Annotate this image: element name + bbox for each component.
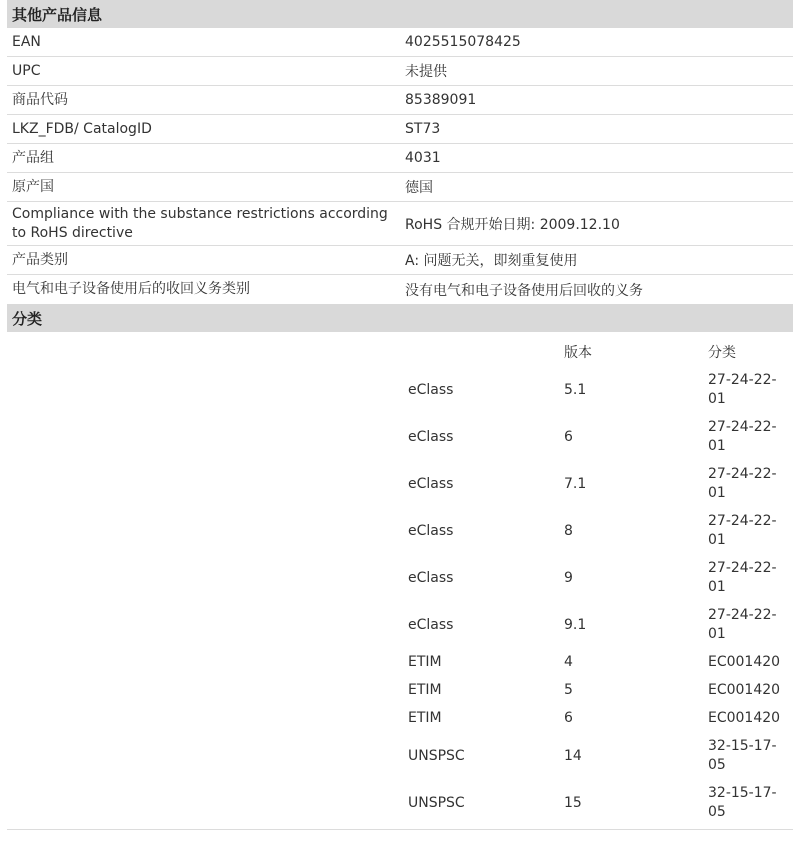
info-value: ST73 — [405, 121, 441, 137]
category-cell: EC001420 — [708, 682, 781, 698]
info-value: A: 问题无关，即刻重复使用 — [405, 253, 578, 269]
system-cell: eClass — [408, 570, 454, 586]
version-column-header: 版本 — [564, 345, 592, 361]
table-row — [7, 555, 793, 602]
info-row-commodity-code — [7, 86, 793, 115]
category-cell: 32-15-17-05 — [708, 785, 777, 820]
version-cell: 8 — [564, 523, 573, 539]
category-cell: 27-24-22-01 — [708, 466, 777, 501]
version-cell: 6 — [564, 710, 573, 726]
classification-header: 分类 — [7, 304, 793, 332]
info-row-upc — [7, 57, 793, 86]
info-value: 没有电气和电子设备使用后回收的义务 — [405, 282, 643, 299]
info-value: 未提供 — [405, 64, 447, 80]
table-row — [7, 414, 793, 461]
system-cell: eClass — [408, 523, 454, 539]
table-row — [7, 602, 793, 649]
product-info-page — [7, 0, 793, 830]
info-row-weee-category — [7, 275, 793, 304]
info-row-catalog-id — [7, 115, 793, 144]
table-row — [7, 461, 793, 508]
table-row — [7, 733, 793, 780]
system-cell: eClass — [408, 617, 454, 633]
info-label: Compliance with the substance restrictions according to RoHS directive — [12, 205, 388, 241]
info-label: UPC — [12, 62, 41, 79]
info-label: EAN — [12, 33, 41, 50]
version-cell: 4 — [564, 654, 573, 670]
info-row-rohs — [7, 202, 793, 246]
other-info-table — [7, 28, 793, 304]
category-cell: 27-24-22-01 — [708, 607, 777, 642]
info-value: 85389091 — [405, 92, 477, 108]
table-row — [7, 508, 793, 555]
system-cell: eClass — [408, 429, 454, 445]
category-cell: 27-24-22-01 — [708, 419, 777, 454]
version-cell: 5 — [564, 682, 573, 698]
other-info-header: 其他产品信息 — [7, 0, 793, 28]
table-row — [7, 780, 793, 827]
version-cell: 9.1 — [564, 617, 587, 633]
category-cell: EC001420 — [708, 654, 781, 670]
classification-table — [7, 332, 793, 830]
system-cell: UNSPSC — [408, 748, 465, 764]
table-row — [7, 367, 793, 414]
system-cell: eClass — [408, 476, 454, 492]
info-label: 产品组 — [12, 149, 54, 166]
info-value: 德国 — [405, 180, 433, 196]
system-cell: ETIM — [408, 654, 442, 670]
classification-table-header — [7, 340, 793, 366]
info-row-country-of-origin — [7, 173, 793, 202]
system-cell: ETIM — [408, 710, 442, 726]
category-cell: 27-24-22-01 — [708, 513, 777, 548]
version-cell: 14 — [564, 748, 582, 764]
info-row-ean — [7, 28, 793, 57]
system-cell: ETIM — [408, 682, 442, 698]
info-value: 4031 — [405, 150, 441, 166]
info-row-product-group — [7, 144, 793, 173]
category-column-header: 分类 — [708, 345, 736, 361]
version-cell: 5.1 — [564, 382, 587, 398]
category-cell: 32-15-17-05 — [708, 738, 777, 773]
info-label: 产品类别 — [12, 251, 68, 268]
version-cell: 7.1 — [564, 476, 587, 492]
system-cell: UNSPSC — [408, 795, 465, 811]
version-cell: 9 — [564, 570, 573, 586]
table-row — [7, 705, 793, 733]
info-row-product-category — [7, 246, 793, 275]
info-label: LKZ_FDB/ CatalogID — [12, 120, 152, 137]
info-value: 4025515078425 — [405, 34, 521, 50]
category-cell: EC001420 — [708, 710, 781, 726]
info-label: 原产国 — [12, 178, 54, 195]
category-cell: 27-24-22-01 — [708, 560, 777, 595]
system-cell: eClass — [408, 382, 454, 398]
version-cell: 15 — [564, 795, 582, 811]
info-label: 电气和电子设备使用后的收回义务类别 — [12, 281, 250, 297]
info-value: RoHS 合规开始日期: 2009.12.10 — [405, 216, 620, 233]
category-cell: 27-24-22-01 — [708, 372, 777, 407]
table-row — [7, 649, 793, 677]
table-row — [7, 677, 793, 705]
version-cell: 6 — [564, 429, 573, 445]
info-label: 商品代码 — [12, 91, 68, 108]
